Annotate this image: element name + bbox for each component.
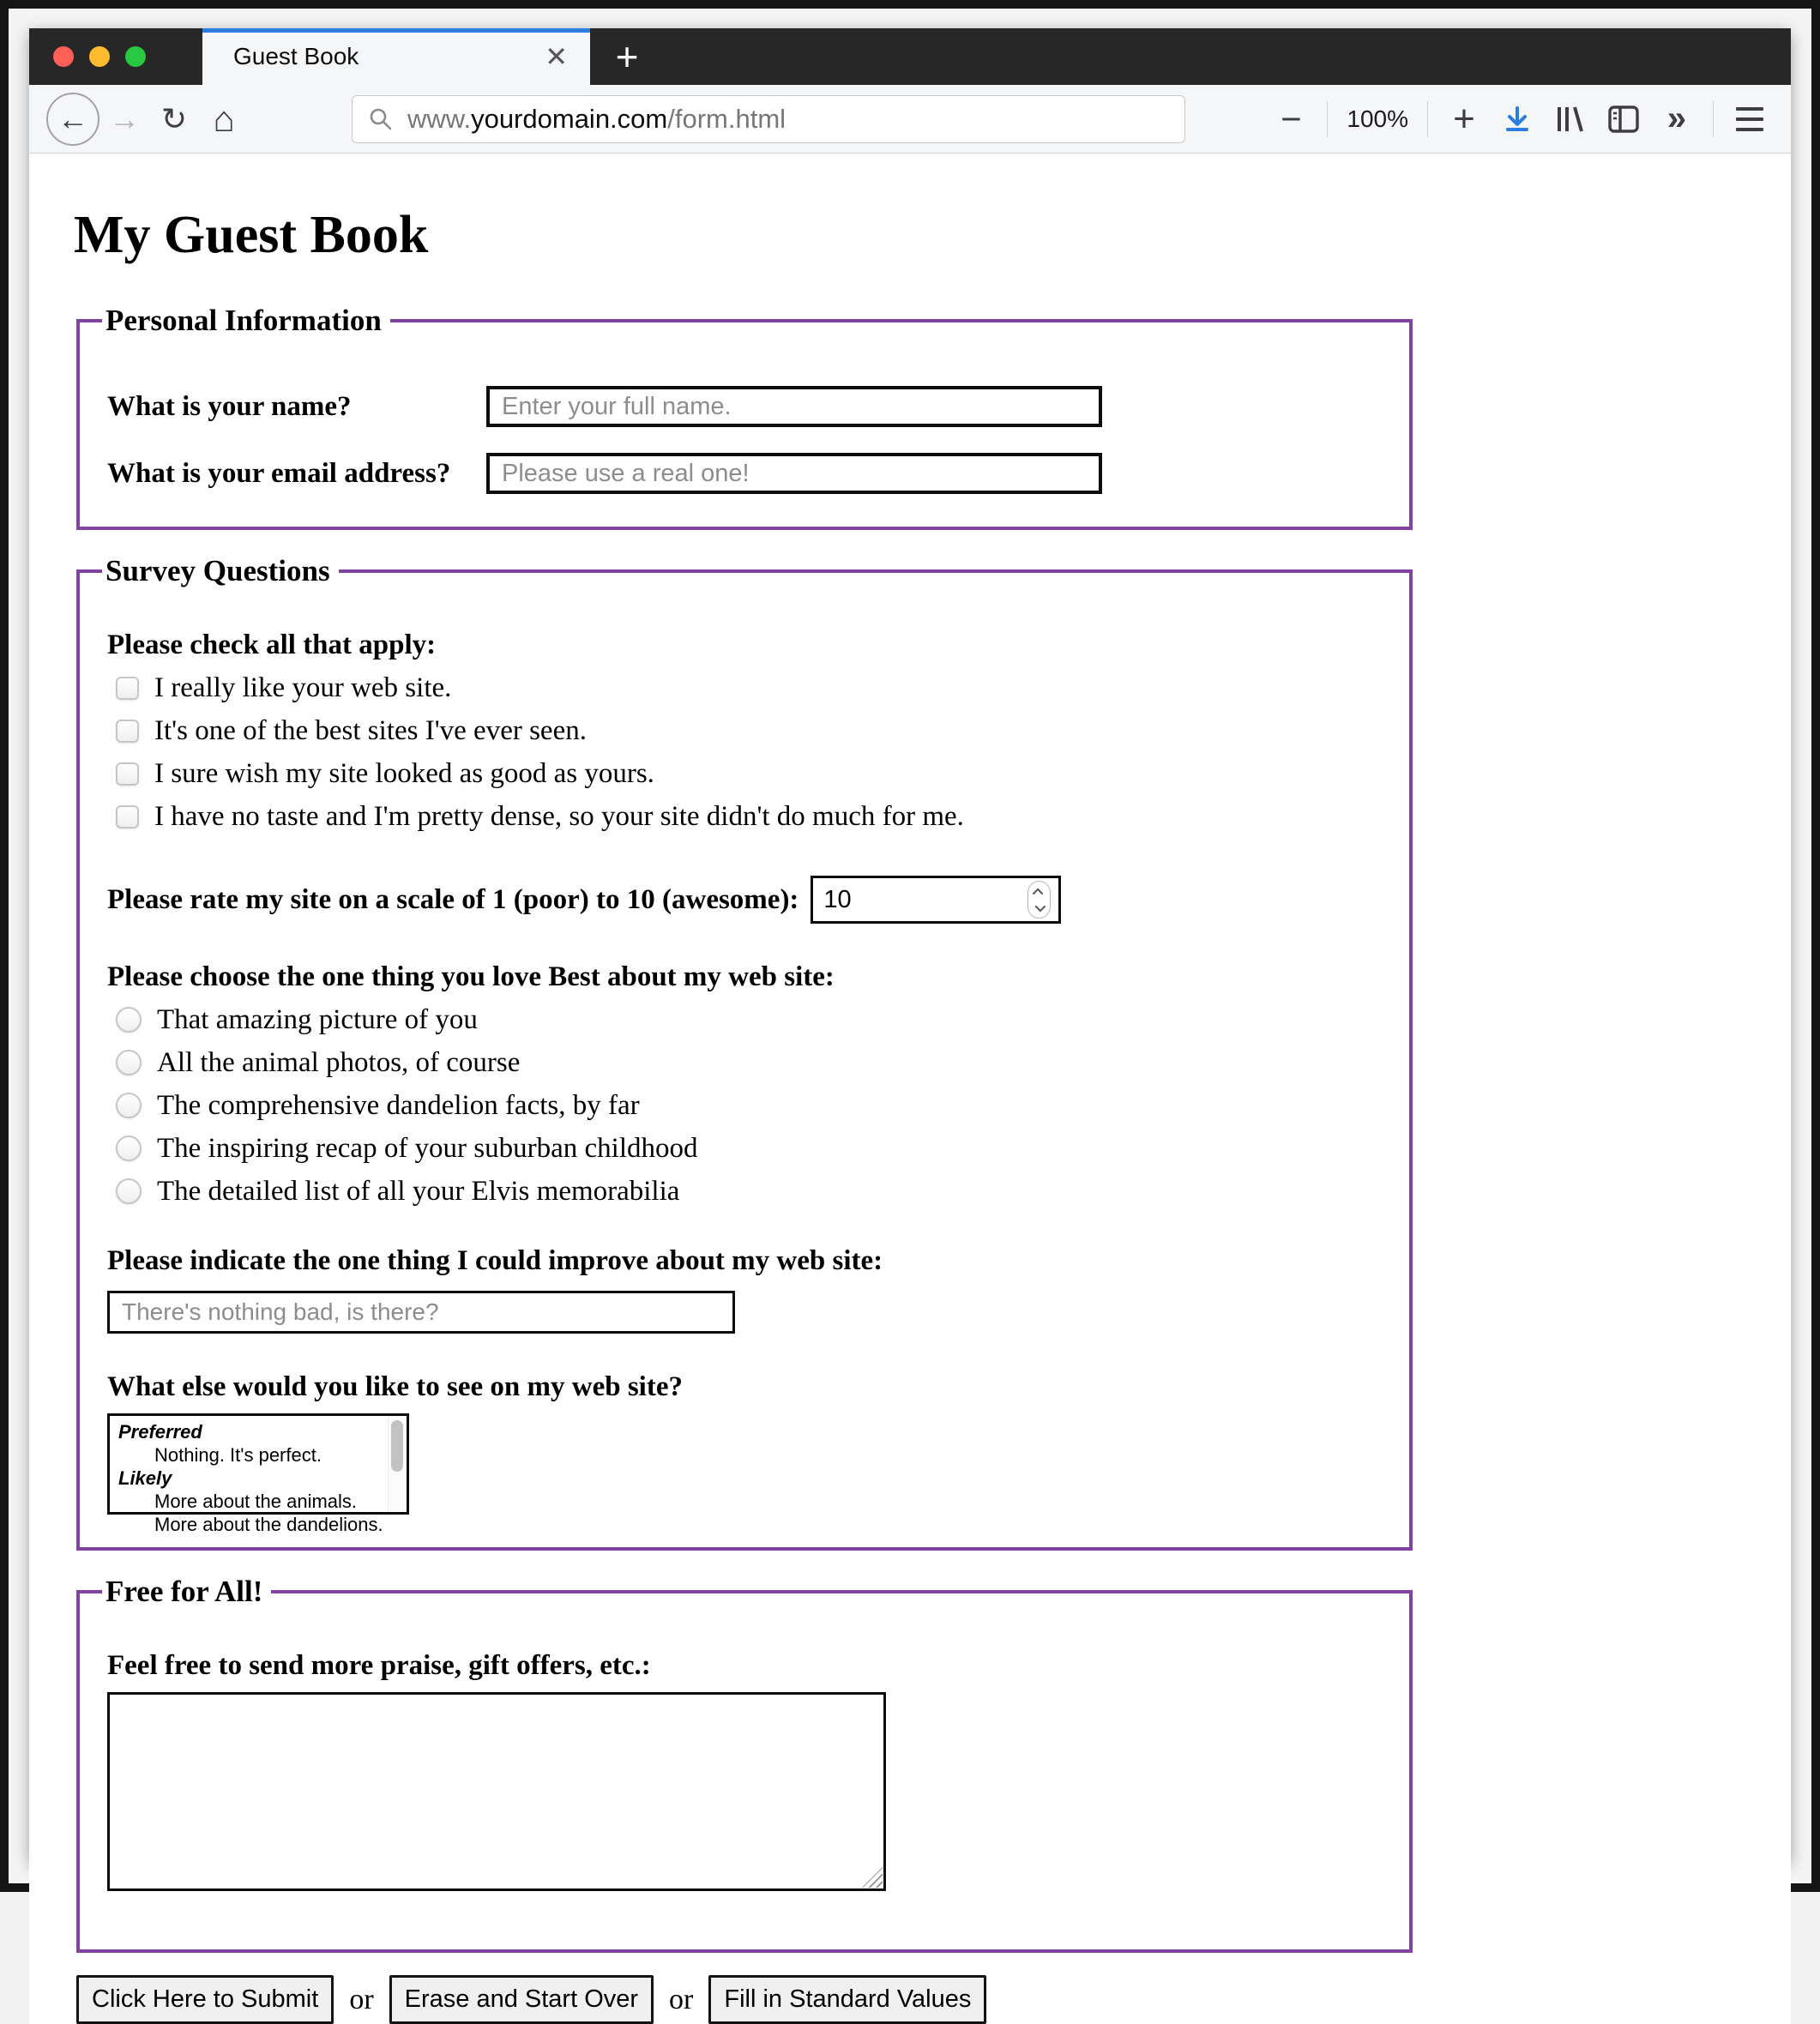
url-path: /form.html <box>667 103 786 134</box>
radio-label: That amazing picture of you <box>157 1004 478 1035</box>
tab-title: Guest Book <box>233 43 359 69</box>
home-icon: ⌂ <box>213 98 235 139</box>
listbox-scrollbar-thumb[interactable] <box>391 1420 403 1472</box>
reload-button[interactable] <box>149 94 199 144</box>
close-tab-icon[interactable]: ✕ <box>545 41 568 72</box>
reset-button[interactable]: Erase and Start Over <box>389 1975 654 2024</box>
browser-window <box>29 28 1791 2015</box>
divider <box>1427 101 1428 137</box>
minimize-window-button[interactable] <box>89 46 110 67</box>
search-icon <box>368 106 394 132</box>
zoom-level-button[interactable]: 100% <box>1347 105 1408 132</box>
checkbox-question-label: Please check all that apply: <box>107 629 437 660</box>
page-content <box>29 154 1791 2024</box>
reload-icon: ↻ <box>160 100 188 136</box>
or-text: or <box>669 1983 694 2015</box>
improve-input[interactable] <box>107 1291 735 1334</box>
free-for-all-legend: Free for All! <box>105 1575 263 1608</box>
rate-row <box>107 876 1389 924</box>
radio-row <box>116 1132 1389 1165</box>
radio-row <box>116 1089 1389 1122</box>
title-bar <box>29 28 1791 85</box>
back-button[interactable] <box>46 93 99 146</box>
free-for-all-fieldset <box>76 1575 1413 1953</box>
personal-information-legend: Personal Information <box>105 304 382 337</box>
checkbox-best-site[interactable] <box>116 720 139 743</box>
radio-label: The inspiring recap of your suburban childhood <box>157 1133 698 1164</box>
checkbox-no-taste[interactable] <box>116 805 139 828</box>
spinner-down-icon[interactable] <box>1035 901 1046 912</box>
close-window-button[interactable] <box>53 46 74 67</box>
improve-question-label: Please indicate the one thing I could improve about my web site: <box>107 1245 883 1276</box>
radio-dandelion-facts[interactable] <box>116 1093 142 1118</box>
browser-tab[interactable] <box>202 28 590 85</box>
zoom-out-button[interactable]: − <box>1281 98 1302 139</box>
download-button[interactable] <box>1500 104 1534 135</box>
url-bar[interactable] <box>352 95 1185 143</box>
listbox-options <box>110 1416 407 1536</box>
number-spinner[interactable] <box>1028 881 1051 919</box>
divider <box>1327 101 1328 137</box>
radio-elvis-memorabilia[interactable] <box>116 1178 142 1204</box>
email-label: What is your email address? <box>107 457 451 489</box>
radio-label: All the animal photos, of course <box>157 1047 521 1078</box>
hamburger-icon <box>1736 107 1763 111</box>
back-icon: ← <box>57 100 88 136</box>
listbox-option[interactable]: More about the animals. <box>154 1491 358 1512</box>
toolbar-right <box>1274 98 1774 141</box>
library-icon <box>1554 104 1587 135</box>
name-label: What is your name? <box>107 390 352 422</box>
checkbox-wish-site[interactable] <box>116 762 139 786</box>
checkbox-label: I have no taste and I'm pretty dense, so your site didn't do much for me. <box>154 801 964 832</box>
praise-textarea[interactable] <box>107 1692 886 1891</box>
email-input[interactable] <box>486 453 1102 494</box>
spinner-up-icon[interactable] <box>1033 888 1044 899</box>
navigation-toolbar <box>29 85 1791 154</box>
listbox-scrollbar[interactable] <box>388 1416 407 1512</box>
optgroup-label: Preferred <box>118 1421 202 1443</box>
checkbox-label: I sure wish my site looked as good as yours. <box>154 758 654 789</box>
download-icon <box>1502 104 1533 135</box>
rate-number-input-box <box>811 876 1061 924</box>
zoom-in-button[interactable]: + <box>1453 97 1475 140</box>
active-tab-accent <box>202 28 590 33</box>
traffic-lights <box>29 28 172 85</box>
submit-button[interactable]: Click Here to Submit <box>76 1975 334 2024</box>
fill-standard-values-button[interactable]: Fill in Standard Values <box>708 1975 986 2024</box>
radio-row <box>116 1046 1389 1079</box>
sidebar-button[interactable] <box>1606 105 1641 134</box>
menu-button[interactable] <box>1733 107 1767 131</box>
radio-picture[interactable] <box>116 1007 142 1033</box>
praise-label: Feel free to send more praise, gift offers, etc.: <box>107 1650 651 1681</box>
form-actions <box>76 1975 1791 2024</box>
email-row <box>107 453 1389 494</box>
rate-label: Please rate my site on a scale of 1 (poor) to 10 (awesome): <box>107 883 799 915</box>
name-row <box>107 386 1389 427</box>
forward-icon: → <box>109 100 140 136</box>
rate-number-input[interactable] <box>813 886 1010 914</box>
or-text: or <box>349 1983 374 2015</box>
radio-animal-photos[interactable] <box>116 1050 142 1075</box>
name-input[interactable] <box>486 386 1102 427</box>
sidebar-icon <box>1607 105 1640 134</box>
checkbox-row <box>116 757 1389 790</box>
radio-suburban-childhood[interactable] <box>116 1135 142 1161</box>
library-button[interactable] <box>1553 104 1588 135</box>
url-domain: yourdomain.com <box>471 103 668 134</box>
survey-questions-fieldset <box>76 554 1413 1551</box>
listbox-option[interactable]: More about the dandelions. <box>154 1514 383 1535</box>
new-tab-button[interactable]: + <box>615 34 639 79</box>
page-title: My Guest Book <box>74 206 429 264</box>
checkbox-like-site[interactable] <box>116 677 139 700</box>
checkbox-row <box>116 714 1389 747</box>
personal-information-fieldset <box>76 304 1413 530</box>
zoom-window-button[interactable] <box>125 46 146 67</box>
optgroup-label: Likely <box>118 1467 172 1489</box>
url-text <box>407 104 786 135</box>
checkbox-row <box>116 800 1389 833</box>
checkbox-label: I really like your web site. <box>154 672 452 703</box>
survey-questions-legend: Survey Questions <box>105 554 330 587</box>
forward-button[interactable] <box>99 94 149 144</box>
suggestions-listbox[interactable] <box>107 1413 409 1535</box>
checkbox-label: It's one of the best sites I've ever seen. <box>154 715 587 746</box>
radio-row <box>116 1003 1389 1036</box>
radio-label: The comprehensive dandelion facts, by far <box>157 1090 640 1121</box>
radio-question-label: Please choose the one thing you love Best about my web site: <box>107 961 835 992</box>
divider <box>1713 101 1714 137</box>
listbox-option[interactable]: Nothing. It's perfect. <box>154 1444 322 1466</box>
more-tools-button[interactable]: » <box>1666 99 1687 137</box>
praise-textarea-wrap <box>107 1692 886 1891</box>
radio-row <box>116 1175 1389 1208</box>
home-button[interactable] <box>199 94 249 144</box>
see-question-label: What else would you like to see on my web site? <box>107 1371 683 1402</box>
checkbox-row <box>116 672 1389 704</box>
radio-label: The detailed list of all your Elvis memorabilia <box>157 1176 680 1207</box>
url-prefix: www. <box>407 103 472 134</box>
